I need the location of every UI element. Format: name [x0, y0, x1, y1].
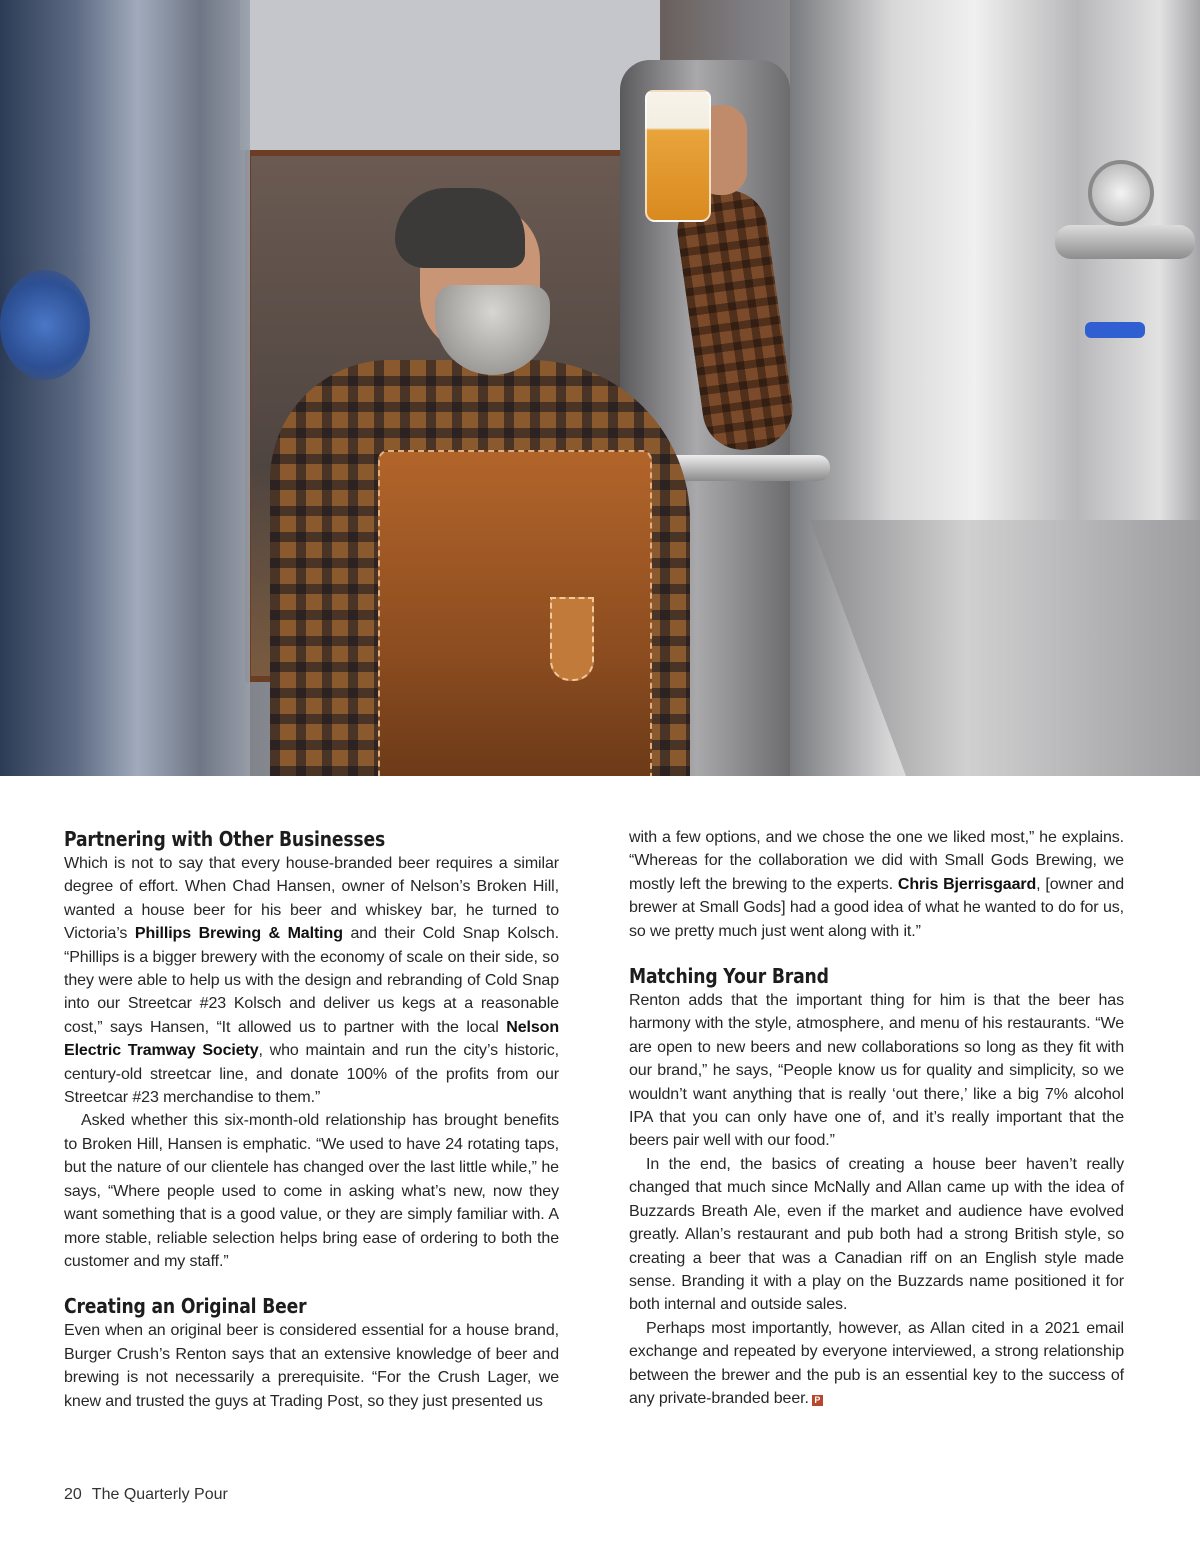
paragraph-continued: [629, 826, 1124, 943]
paragraph-basics: In the end, the basics of creating a house beer haven’t really changed that much since McNally and Allan came up with the idea of Buzzards Breath Ale, even if the market and audience have evolved greatly. Allan’s restaurant and pub both had a strong British style, so creating a beer that was a Canadian riff on an English style made sense. Branding it with a play on the Buzzards name positioned it for both internal and outside sales.: [629, 1155, 1124, 1314]
article-column-right: [629, 826, 1124, 1410]
bold-name-bjerrisgaard: Chris Bjerrisgaard: [897, 875, 1037, 893]
text-run: , who maintain and run the city’s historic, century-old streetcar line, and donate 100% of the profits from our Streetcar #23 merchandise to them.”: [64, 1042, 560, 1107]
section-heading-partnering: Partnering with Other Businesses: [64, 827, 386, 851]
paragraph-benefits: Asked whether this six-month-old relationship has brought benefits to Broken Hill, Hansen is emphatic. “We used to have 24 rotating taps, but the nature of our clientele has changed over the last little while,” he says, “Where people used to come in asking what’s new, now they want something that is a good value, or they are simply familiar with. A more stable, reliable selection helps bring ease of ordering to both the customer and my staff.”: [64, 1112, 559, 1270]
leather-apron: [378, 450, 652, 776]
blue-valve-handle: [1085, 322, 1145, 338]
text-run: Which is not to say that every house-branded beer requires a similar degree of effort. When Chad Hansen, owner of Nelson’s Broken Hill, wanted a house beer for his beer and whiskey bar, he turned to Victoria’s: [64, 855, 559, 943]
publication-name: The Quarterly Pour: [91, 1486, 228, 1503]
section-heading-matching-brand: Matching Your Brand: [629, 964, 829, 989]
bold-name-phillips: Phillips Brewing & Malting: [134, 925, 343, 943]
text-run: , [owner and brewer at Small Gods] had a good idea of what he wanted to do for us, so we pretty much just went along with it.”: [629, 875, 1124, 940]
apron-pocket: [550, 597, 594, 681]
fermenter-tank-left: [0, 0, 250, 776]
page-footer: [64, 1486, 228, 1504]
page-number: 20: [64, 1486, 82, 1503]
text-run: with a few options, and we chose the one we liked most,” he explains. “Whereas for the collaboration we did with Small Gods Brewing, we mostly left the brewing to the experts.: [629, 829, 1124, 893]
tank-pipe: [1055, 225, 1195, 259]
hero-photo: [0, 0, 1200, 776]
end-of-article-icon: P: [812, 1395, 823, 1406]
pressure-gauge-icon: [1088, 160, 1154, 226]
paragraph-original-beer: Even when an original beer is considered essential for a house brand, Burger Crush’s Renton says that an extensive knowledge of beer and brewing is not necessarily a prerequisite. “For the Crush Lager, we knew and trusted the guys at Trading Post, so they just presented us: [64, 1322, 559, 1410]
paragraph-partnering: [64, 852, 559, 1109]
blue-light-reflection: [0, 270, 90, 380]
brewer-hair: [395, 188, 525, 268]
text-run: Perhaps most importantly, however, as Allan cited in a 2021 email exchange and repeated by everyone interviewed, a strong relationship between the brewer and the pub is an essential key to the success of any private-branded beer.: [629, 1319, 1124, 1407]
article-column-left: [64, 826, 559, 1413]
section-heading-original-beer: Creating an Original Beer: [64, 1294, 307, 1319]
paragraph-matching-brand: Renton adds that the important thing for him is that the beer has harmony with the style, atmosphere, and menu of his restaurants. “We are open to new beers and new collaborations so long as they fit with our brand,” he says, “People know us for quality and simplicity, so we wouldn’t want anything that is really ‘out there,’ like a big 7% alcohol IPA that you can only have one of, and it’s really important that the beers pair well with our food.”: [629, 992, 1124, 1150]
text-run: and their Cold Snap Kolsch. “Phillips is a bigger brewery with the economy of scale on their side, so they were able to help us with the design and rebranding of Cold Snap into our Streetcar #23 Kolsch and deliver us kegs at a reasonable cost,” says Hansen, “It allowed us to partner with the local: [64, 925, 559, 1036]
bold-name-tramway-society: Nelson Electric Tramway Society: [64, 1018, 559, 1060]
paragraph-conclusion: [629, 1317, 1124, 1411]
brewery-wall: [240, 0, 660, 150]
beer-glass: [645, 90, 711, 222]
